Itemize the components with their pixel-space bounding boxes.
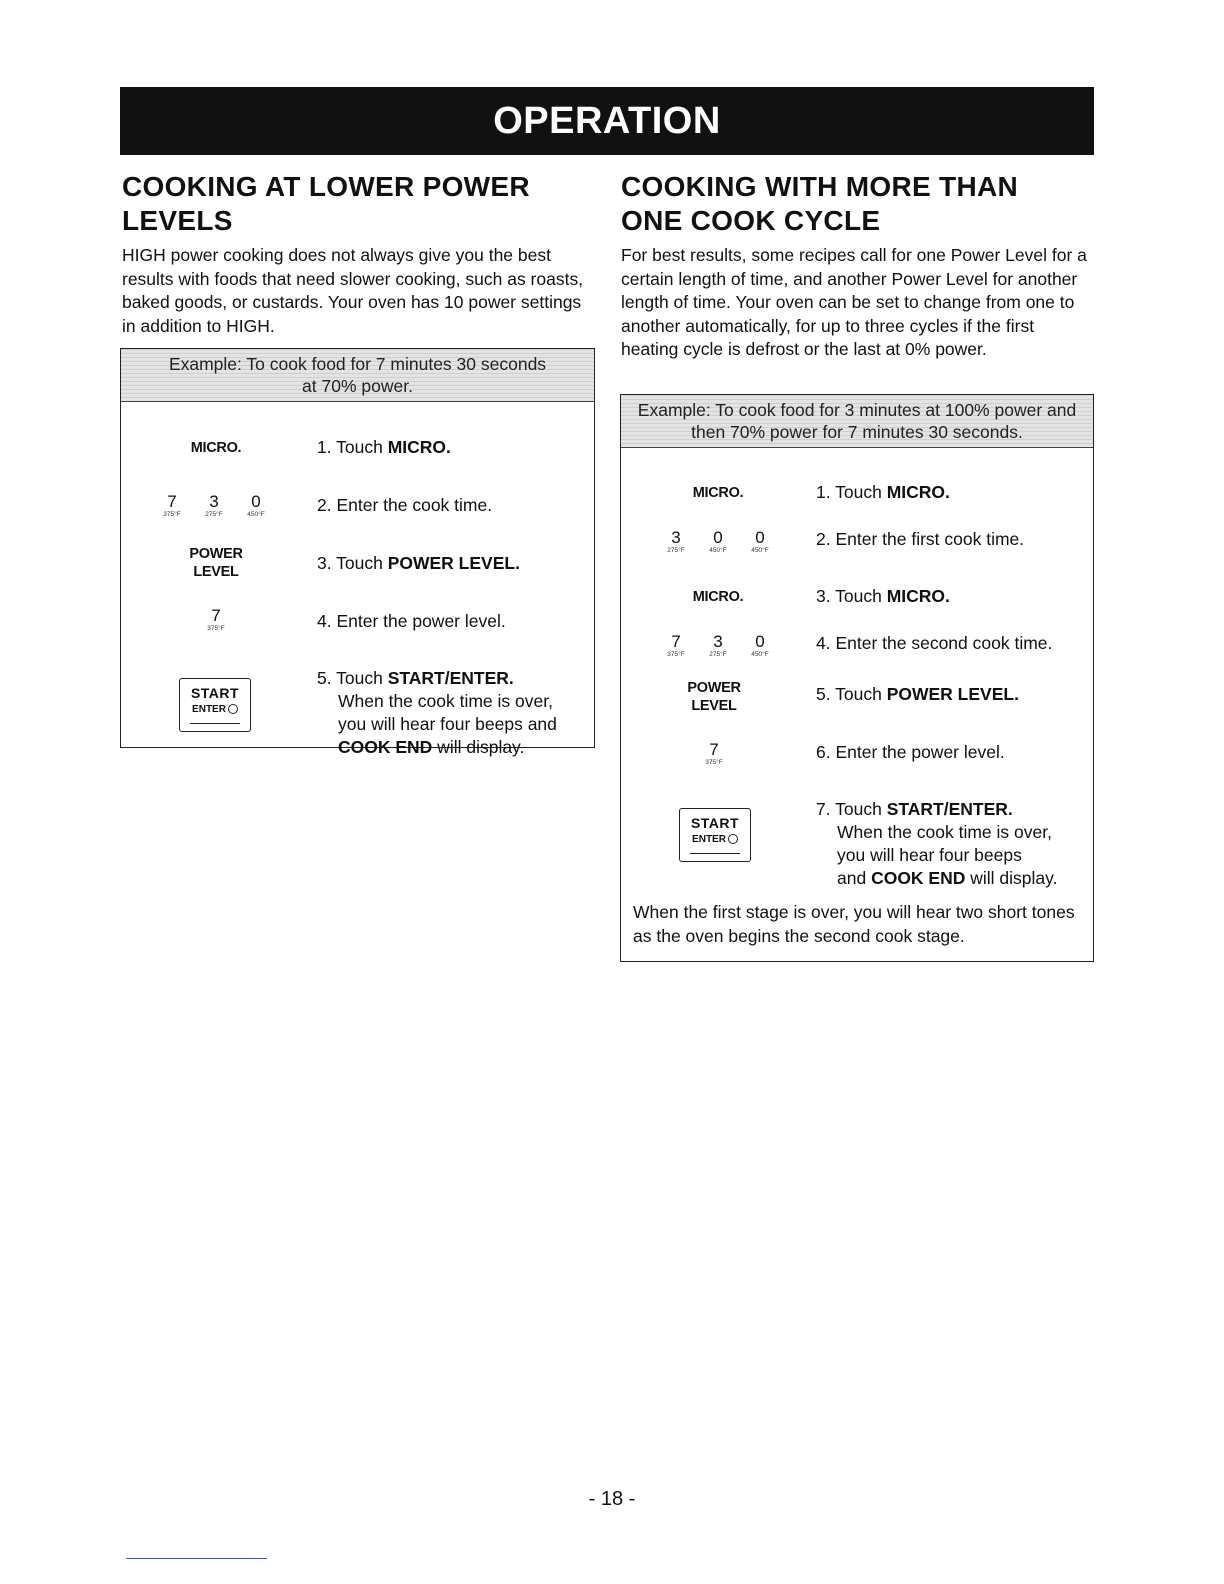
start-enter-key: [675, 808, 755, 862]
left-step-1: [317, 436, 451, 459]
step-text: 3. Touch: [317, 553, 388, 573]
right-second-time-keys: [645, 633, 791, 659]
digit-key: [655, 633, 697, 659]
step-bold: MICRO.: [387, 437, 451, 457]
left-cook-time-keys: [141, 493, 287, 519]
step-bold: MICRO.: [886, 482, 950, 502]
digit-key: [151, 493, 193, 519]
left-column: [122, 170, 596, 338]
step-bold: START/ENTER.: [387, 668, 514, 688]
digit-temp: 275°F: [667, 547, 685, 554]
step-text: you will hear four beeps: [837, 845, 1022, 865]
page-number: - 18 -: [588, 1488, 636, 1510]
right-stage-note: When the first stage is over, you will hear two short tones as the oven begins the second cook stage.: [633, 902, 1075, 946]
step-text: 3. Touch: [816, 586, 887, 606]
digit-number: 0: [755, 528, 765, 547]
right-example-header: [621, 395, 1093, 448]
right-example-line1: Example: To cook food for 3 minutes at 100% power and: [637, 400, 1077, 420]
digit-temp: 450°F: [751, 651, 769, 658]
digit-key: [193, 493, 235, 519]
step-text: will display.: [965, 868, 1058, 888]
enter-label: [180, 704, 250, 715]
right-step-7: [816, 798, 1057, 890]
digit-number: 7: [671, 632, 681, 651]
step-text: 7. Touch: [816, 799, 887, 819]
step-text: 1. Touch: [816, 482, 887, 502]
power-level-key: [669, 679, 759, 715]
right-intro: For best results, some recipes call for one Power Level for a certain length of time, and another Power Level for another length of time. Your oven can be set to change from one to another automatically, for up to three cycles if the first heating cycle is defrost or the last at 0% power.: [621, 245, 1087, 359]
start-enter-button-graphic: [679, 808, 751, 862]
enter-text: ENTER: [692, 834, 726, 845]
step-bold: COOK END: [338, 737, 433, 757]
key-underline: [190, 723, 240, 724]
lock-icon: [228, 704, 238, 714]
step-bold: POWER LEVEL.: [886, 684, 1019, 704]
right-heading-line2: ONE COOK CYCLE: [621, 205, 881, 236]
left-heading-line2: LEVELS: [122, 205, 233, 236]
digit-number: 7: [211, 606, 221, 625]
digit-number: 0: [713, 528, 723, 547]
lock-icon: [728, 834, 738, 844]
digit-number: 7: [167, 492, 177, 511]
step-text: and: [837, 868, 872, 888]
micro-key: MICRO.: [692, 485, 744, 501]
left-power-digit-key: [171, 607, 261, 633]
digit-number: 3: [671, 528, 681, 547]
step-bold: START/ENTER.: [886, 799, 1013, 819]
digit-key: [697, 529, 739, 555]
micro-key: MICRO.: [190, 440, 242, 456]
digit-temp: 450°F: [751, 547, 769, 554]
step-text: 1. Touch: [317, 437, 388, 457]
left-step-2: 2. Enter the cook time.: [317, 495, 493, 515]
step-text: When the cook time is over,: [837, 822, 1052, 842]
digit-temp: 375°F: [163, 511, 181, 518]
digit-key: [235, 493, 277, 519]
digit-temp: 375°F: [667, 651, 685, 658]
left-example-box: [120, 348, 595, 757]
right-step-1: [816, 481, 950, 504]
right-power-digit-key: [669, 741, 759, 767]
power-label-line2: LEVEL: [691, 698, 737, 714]
digit-temp: 450°F: [709, 547, 727, 554]
digit-key: [739, 529, 781, 555]
left-step-5: [317, 667, 557, 759]
step-bold: MICRO.: [886, 586, 950, 606]
right-first-time-keys: [645, 529, 791, 555]
right-heading-line1: COOKING WITH MORE THAN: [621, 171, 1019, 202]
left-example-line1: Example: To cook food for 7 minutes 30 seconds: [168, 354, 547, 374]
step-text: 5. Touch: [816, 684, 887, 704]
left-step-4: 4. Enter the power level.: [317, 611, 506, 631]
key-underline: [690, 853, 740, 854]
step-text: When the cook time is over,: [338, 691, 553, 711]
right-step-2: 2. Enter the first cook time.: [816, 529, 1025, 549]
right-step-4: 4. Enter the second cook time.: [816, 633, 1053, 653]
step-bold: POWER LEVEL.: [387, 553, 520, 573]
digit-key: [655, 529, 697, 555]
left-heading: [122, 170, 596, 238]
power-label-line2: LEVEL: [193, 564, 239, 580]
digit-temp: 375°F: [705, 759, 723, 766]
digit-temp: 275°F: [205, 511, 223, 518]
left-heading-line1: COOKING AT LOWER POWER: [122, 171, 530, 202]
power-level-key: [171, 545, 261, 581]
right-step-3: [816, 585, 950, 608]
digit-key: [693, 741, 735, 767]
right-heading: [621, 170, 1094, 238]
start-label: START: [190, 685, 240, 701]
step-text: will display.: [432, 737, 525, 757]
digit-number: 3: [713, 632, 723, 651]
enter-label: [680, 834, 750, 845]
digit-number: 0: [251, 492, 261, 511]
digit-key: [195, 607, 237, 633]
power-label-line1: POWER: [189, 546, 243, 562]
power-label-line1: POWER: [687, 680, 741, 696]
start-label: START: [690, 815, 740, 831]
start-enter-key: [175, 678, 255, 732]
section-banner: [120, 87, 1094, 155]
digit-temp: 275°F: [709, 651, 727, 658]
digit-key: [739, 633, 781, 659]
right-column: [621, 170, 1094, 362]
digit-number: 3: [209, 492, 219, 511]
banner-title: OPERATION: [493, 99, 721, 142]
digit-key: [697, 633, 739, 659]
enter-text: ENTER: [192, 704, 226, 715]
step-text: you will hear four beeps and: [338, 714, 557, 734]
digit-number: 0: [755, 632, 765, 651]
digit-temp: 450°F: [247, 511, 265, 518]
step-text: 5. Touch: [317, 668, 388, 688]
right-step-5: [816, 683, 1019, 706]
footer-rule: [126, 1558, 267, 1559]
left-example-line2: at 70% power.: [302, 376, 413, 396]
start-enter-button-graphic: [179, 678, 251, 732]
digit-number: 7: [709, 740, 719, 759]
right-example-line2: then 70% power for 7 minutes 30 seconds.: [691, 422, 1023, 442]
digit-temp: 375°F: [207, 625, 225, 632]
left-step-3: [317, 552, 520, 575]
left-example-header: [121, 349, 594, 402]
left-intro: HIGH power cooking does not always give you the best results with foods that need slower cooking, such as roasts, baked goods, or custards. Your oven has 10 power settings in addition to HIGH.: [122, 245, 584, 336]
micro-key: MICRO.: [692, 589, 744, 605]
right-step-6: 6. Enter the power level.: [816, 742, 1005, 762]
right-example-box: [620, 394, 1094, 962]
step-bold: COOK END: [871, 868, 966, 888]
